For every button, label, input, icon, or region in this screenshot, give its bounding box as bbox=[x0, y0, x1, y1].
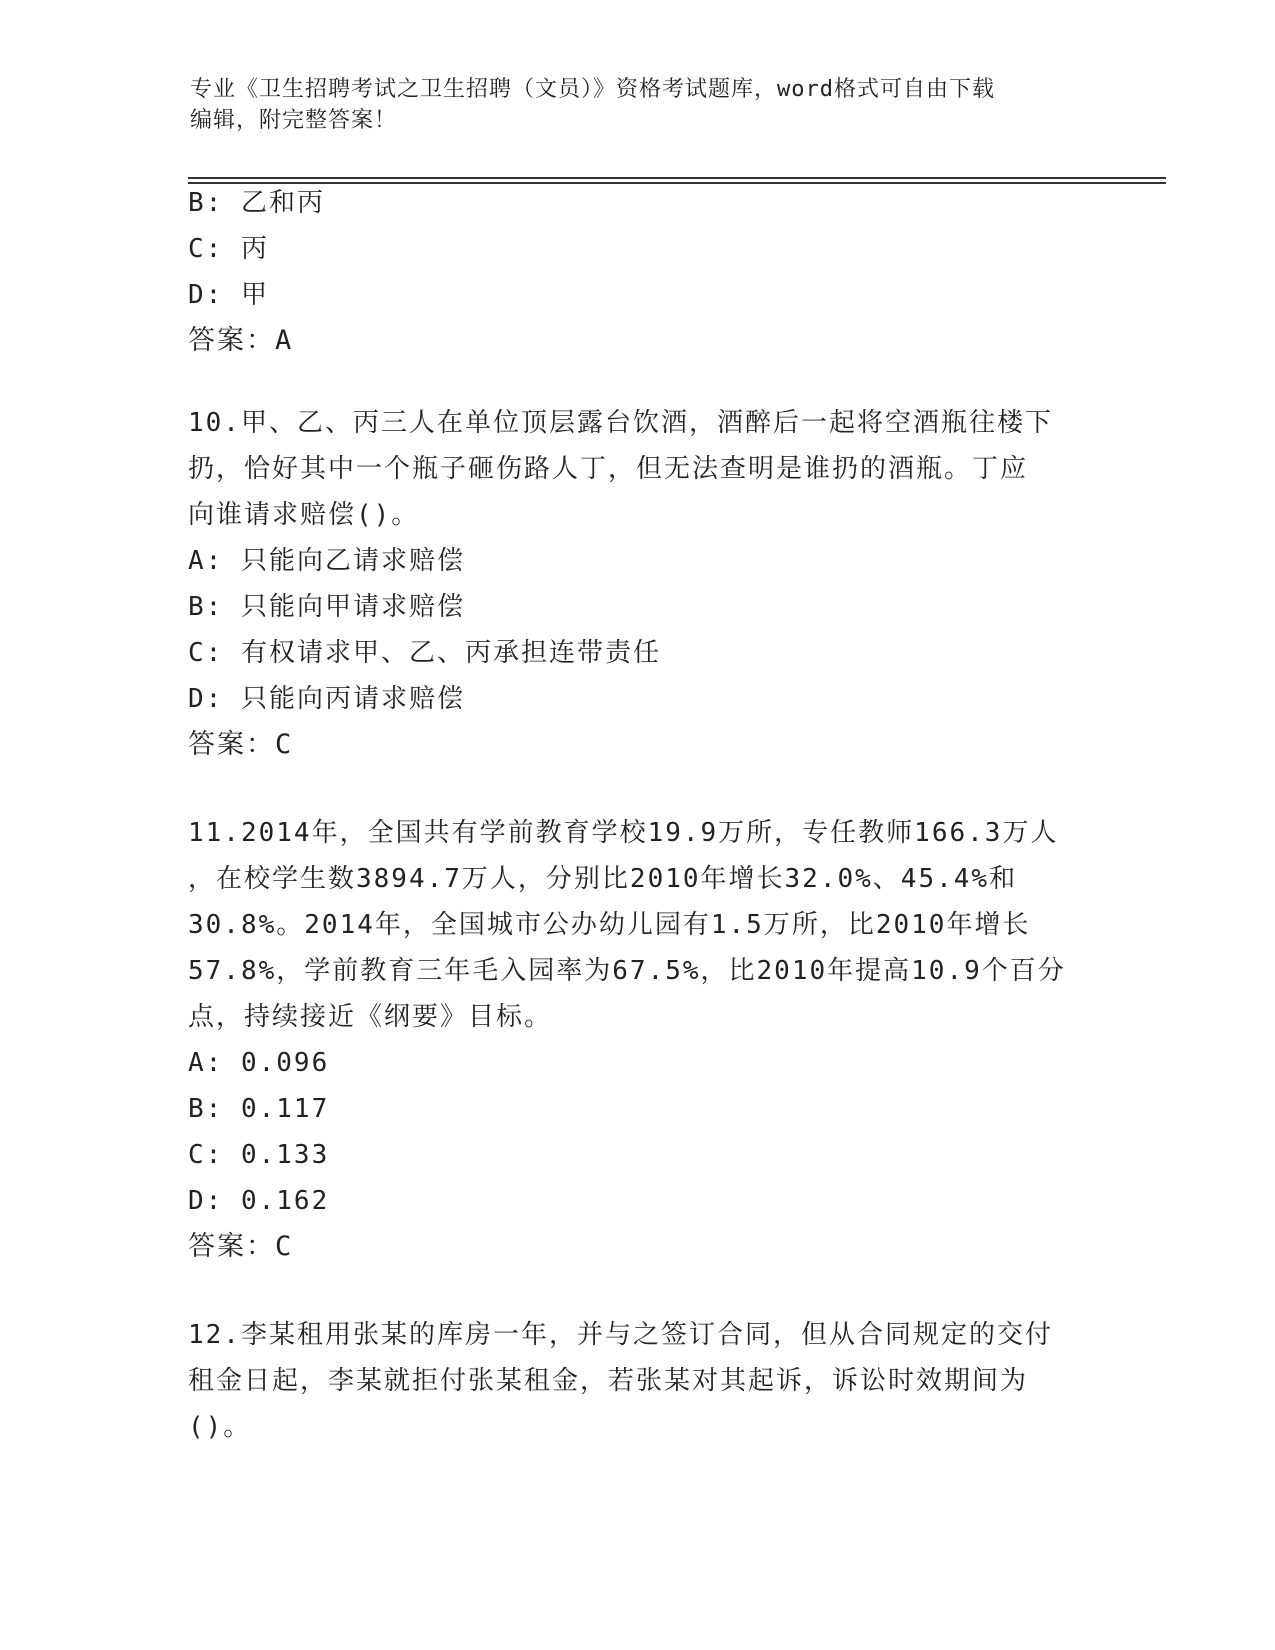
option-b: B: 0.117 bbox=[188, 1094, 330, 1124]
question-9-tail bbox=[188, 180, 1088, 364]
question-text-line: 12.李某租用张某的库房一年，并与之签订合同，但从合同规定的交付 bbox=[188, 1320, 1053, 1350]
question-11 bbox=[188, 810, 1088, 1270]
option-c: C: 有权请求甲、乙、丙承担连带责任 bbox=[188, 638, 661, 668]
question-text-line: 11.2014年，全国共有学前教育学校19.9万所，专任教师166.3万人 bbox=[188, 818, 1059, 848]
option-a: A: 0.096 bbox=[188, 1048, 330, 1078]
question-12 bbox=[188, 1312, 1088, 1450]
question-text-line: ，在校学生数3894.7万人，分别比2010年增长32.0%、45.4%和 bbox=[188, 864, 1018, 894]
option-b: B: 只能向甲请求赔偿 bbox=[188, 592, 465, 622]
question-text-line: 30.8%。2014年，全国城市公办幼儿园有1.5万所，比2010年增长 bbox=[188, 910, 1031, 940]
option-d: D: 只能向丙请求赔偿 bbox=[188, 684, 465, 714]
answer-text: 答案：C bbox=[188, 1231, 294, 1262]
option-c: C: 0.133 bbox=[188, 1140, 330, 1170]
option-b: B: 乙和丙 bbox=[188, 188, 325, 218]
document-header bbox=[190, 74, 1090, 136]
question-text-line: 57.8%，学前教育三年毛入园率为67.5%，比2010年提高10.9个百分 bbox=[188, 956, 1066, 986]
question-10 bbox=[188, 400, 1088, 768]
option-d: D: 0.162 bbox=[188, 1186, 330, 1216]
question-text-line: 租金日起，李某就拒付张某租金，若张某对其起诉，诉讼时效期间为 bbox=[188, 1366, 1029, 1396]
question-text-line: ()。 bbox=[188, 1412, 252, 1442]
option-c: C: 丙 bbox=[188, 234, 269, 264]
answer-text: 答案：A bbox=[188, 325, 294, 356]
option-a: A: 只能向乙请求赔偿 bbox=[188, 546, 465, 576]
answer-text: 答案：C bbox=[188, 729, 294, 760]
header-divider-top bbox=[188, 177, 1166, 179]
question-text-line: 扔，恰好其中一个瓶子砸伤路人丁，但无法查明是谁扔的酒瓶。丁应 bbox=[188, 454, 1029, 484]
question-text-line: 点，持续接近《纲要》目标。 bbox=[188, 1002, 553, 1032]
question-text-line: 10.甲、乙、丙三人在单位顶层露台饮酒，酒醉后一起将空酒瓶往楼下 bbox=[188, 408, 1053, 438]
question-text-line: 向谁请求赔偿()。 bbox=[188, 500, 420, 530]
header-line-2: 编辑，附完整答案！ bbox=[190, 108, 398, 133]
option-d: D: 甲 bbox=[188, 280, 269, 310]
header-line-1: 专业《卫生招聘考试之卫生招聘（文员）》资格考试题库，word格式可自由下载 bbox=[190, 77, 995, 102]
